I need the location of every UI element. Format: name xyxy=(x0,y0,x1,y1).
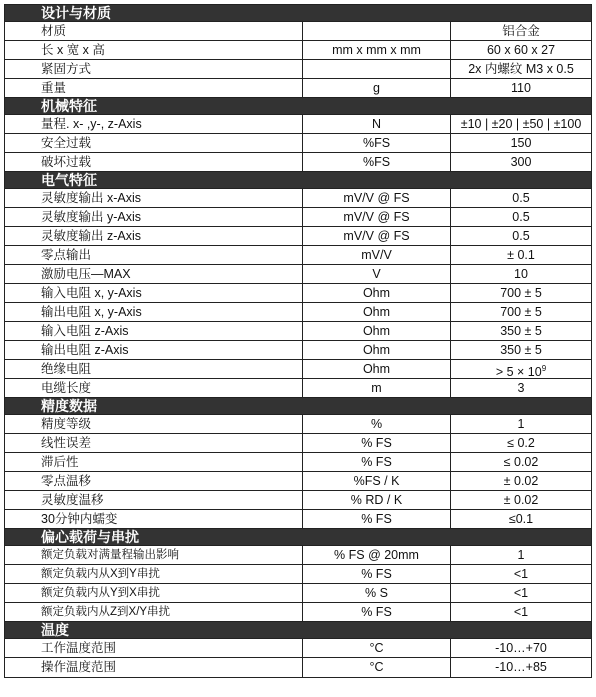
spec-unit: °C xyxy=(302,639,450,657)
spec-unit: mm x mm x mm xyxy=(302,41,450,59)
spec-unit: m xyxy=(302,379,450,397)
spec-value-text: ± 0.02 xyxy=(503,493,539,507)
spec-name: 操作温度范围 xyxy=(41,660,117,674)
spec-row xyxy=(5,360,591,379)
spec-row xyxy=(5,60,591,79)
spec-row xyxy=(5,79,591,98)
spec-row xyxy=(5,453,591,472)
spec-name: 额定负载内从Z到X/Y串扰 xyxy=(41,606,171,618)
spec-name: 灵敏度输出 y-Axis xyxy=(41,210,142,224)
spec-unit: %FS xyxy=(302,153,450,171)
spec-name: 额定负载对满量程输出影响 xyxy=(41,549,179,561)
spec-row xyxy=(5,189,591,208)
spec-row xyxy=(5,265,591,284)
spec-name: 灵敏度温移 xyxy=(41,493,104,507)
spec-row xyxy=(5,379,591,398)
spec-value xyxy=(450,153,591,171)
spec-row xyxy=(5,565,591,584)
spec-unit: % FS xyxy=(302,603,450,621)
spec-value-text: 0.5 xyxy=(512,210,530,224)
section-header: 温度 xyxy=(5,622,591,639)
spec-value xyxy=(450,491,591,509)
spec-name: 30分钟内蠕变 xyxy=(41,512,118,526)
spec-value xyxy=(450,584,591,602)
spec-unit xyxy=(302,22,450,40)
section-header: 电气特征 xyxy=(5,172,591,189)
spec-value xyxy=(450,303,591,321)
spec-value-text: 350 ± 5 xyxy=(500,343,542,357)
spec-name: 额定负载内从X到Y串扰 xyxy=(41,568,160,580)
spec-value-text: ±10 | ±20 | ±50 | ±100 xyxy=(460,117,582,131)
spec-value-text: 2x 内螺纹 M3 x 0.5 xyxy=(468,62,574,76)
spec-row xyxy=(5,546,591,565)
spec-value-text: 700 ± 5 xyxy=(500,305,542,319)
spec-name: 输入电阻 z-Axis xyxy=(41,324,129,338)
spec-value-text: 3 xyxy=(517,381,525,395)
spec-value xyxy=(450,565,591,583)
spec-value xyxy=(450,546,591,564)
section-header: 设计与材质 xyxy=(5,5,591,22)
spec-value-text: ≤ 0.2 xyxy=(507,436,535,450)
spec-row xyxy=(5,639,591,658)
spec-unit: % FS xyxy=(302,453,450,471)
spec-value xyxy=(450,434,591,452)
spec-value xyxy=(450,510,591,528)
spec-value xyxy=(450,60,591,78)
spec-value xyxy=(450,227,591,245)
spec-unit: mV/V @ FS xyxy=(302,227,450,245)
spec-row xyxy=(5,584,591,603)
spec-name: 绝缘电阻 xyxy=(41,362,92,376)
spec-value xyxy=(450,41,591,59)
spec-value xyxy=(450,639,591,657)
spec-value xyxy=(450,284,591,302)
spec-row xyxy=(5,603,591,622)
spec-value-text: 1 xyxy=(517,548,525,562)
spec-unit: % xyxy=(302,415,450,433)
spec-unit: mV/V xyxy=(302,246,450,264)
spec-value-text: > 5 × 10 xyxy=(495,365,542,380)
spec-row xyxy=(5,472,591,491)
spec-value xyxy=(450,322,591,340)
spec-value-text: 1 xyxy=(517,417,525,431)
spec-value-text: -10…+85 xyxy=(495,660,547,674)
spec-value xyxy=(450,472,591,490)
spec-value xyxy=(450,208,591,226)
spec-row xyxy=(5,434,591,453)
spec-row xyxy=(5,491,591,510)
spec-name: 灵敏度输出 x-Axis xyxy=(41,191,142,205)
spec-value-text: <1 xyxy=(513,586,529,600)
spec-unit: N xyxy=(302,115,450,133)
spec-row xyxy=(5,303,591,322)
spec-value-text: 0.5 xyxy=(512,229,530,243)
section-header: 机械特征 xyxy=(5,98,591,115)
spec-unit: % FS xyxy=(302,565,450,583)
spec-row xyxy=(5,41,591,60)
spec-row xyxy=(5,208,591,227)
spec-name: 零点温移 xyxy=(41,474,92,488)
spec-value xyxy=(450,415,591,433)
spec-value xyxy=(450,265,591,283)
spec-name: 灵敏度输出 z-Axis xyxy=(41,229,142,243)
spec-value-text: <1 xyxy=(513,605,529,619)
spec-name: 额定负载内从Y到X串扰 xyxy=(41,587,160,599)
spec-name: 工作温度范围 xyxy=(41,641,117,655)
spec-row xyxy=(5,153,591,172)
spec-unit: % RD / K xyxy=(302,491,450,509)
spec-unit: mV/V @ FS xyxy=(302,189,450,207)
spec-unit xyxy=(302,60,450,78)
spec-value xyxy=(450,189,591,207)
spec-unit: °C xyxy=(302,658,450,677)
spec-table xyxy=(4,4,592,678)
spec-name: 输出电阻 x, y-Axis xyxy=(41,305,142,319)
spec-unit: % FS xyxy=(302,510,450,528)
spec-value-text: 0.5 xyxy=(512,191,530,205)
spec-name: 输出电阻 z-Axis xyxy=(41,343,129,357)
spec-name: 零点输出 xyxy=(41,248,92,262)
spec-value xyxy=(450,603,591,621)
spec-value-text: 60 x 60 x 27 xyxy=(486,43,556,57)
spec-value-text: ± 0.02 xyxy=(503,474,539,488)
spec-unit: Ohm xyxy=(302,303,450,321)
spec-value-text: ± 0.1 xyxy=(507,248,535,262)
spec-name: 长 x 宽 x 高 xyxy=(41,43,105,57)
spec-name: 安全过载 xyxy=(41,136,92,150)
spec-value-text: ≤0.1 xyxy=(508,512,534,526)
spec-row xyxy=(5,415,591,434)
spec-row xyxy=(5,22,591,41)
spec-unit: Ohm xyxy=(302,322,450,340)
spec-row xyxy=(5,658,591,677)
spec-name: 激励电压—MAX xyxy=(41,267,131,281)
spec-unit: Ohm xyxy=(302,284,450,302)
section-header: 精度数据 xyxy=(5,398,591,415)
spec-unit: % FS @ 20mm xyxy=(302,546,450,564)
spec-row xyxy=(5,341,591,360)
spec-value-text: -10…+70 xyxy=(495,641,547,655)
spec-unit: %FS / K xyxy=(302,472,450,490)
spec-value xyxy=(450,379,591,397)
spec-value-text: 铝合金 xyxy=(502,24,540,38)
spec-row xyxy=(5,322,591,341)
spec-unit: Ohm xyxy=(302,341,450,359)
spec-unit: V xyxy=(302,265,450,283)
spec-value-text: 300 xyxy=(510,155,532,169)
spec-value xyxy=(450,453,591,471)
spec-name: 材质 xyxy=(41,24,67,38)
spec-name: 线性误差 xyxy=(41,436,92,450)
spec-name: 紧固方式 xyxy=(41,62,92,76)
spec-unit: %FS xyxy=(302,134,450,152)
spec-value xyxy=(450,341,591,359)
spec-unit: g xyxy=(302,79,450,97)
spec-value-text: 150 xyxy=(510,136,532,150)
spec-value-text: ≤ 0.02 xyxy=(503,455,539,469)
spec-name: 精度等级 xyxy=(41,417,92,431)
spec-value-exponent: 9 xyxy=(541,364,547,373)
spec-unit: Ohm xyxy=(302,360,450,378)
spec-value xyxy=(450,115,591,133)
spec-name: 量程. x- ,y-, z-Axis xyxy=(41,117,142,131)
section-header: 偏心载荷与串扰 xyxy=(5,529,591,546)
spec-unit: % FS xyxy=(302,434,450,452)
spec-value-text: 700 ± 5 xyxy=(500,286,542,300)
spec-row xyxy=(5,134,591,153)
spec-name: 输入电阻 x, y-Axis xyxy=(41,286,142,300)
spec-value xyxy=(450,134,591,152)
spec-name: 破坏过载 xyxy=(41,155,92,169)
spec-row xyxy=(5,115,591,134)
spec-row xyxy=(5,510,591,529)
spec-unit: mV/V @ FS xyxy=(302,208,450,226)
spec-row xyxy=(5,246,591,265)
spec-value xyxy=(450,246,591,264)
spec-name: 滞后性 xyxy=(41,455,79,469)
spec-name: 重量 xyxy=(41,81,67,95)
spec-name: 电缆长度 xyxy=(41,381,92,395)
spec-unit: % S xyxy=(302,584,450,602)
spec-value xyxy=(450,22,591,40)
spec-row xyxy=(5,284,591,303)
spec-row xyxy=(5,227,591,246)
spec-value-text: <1 xyxy=(513,567,529,581)
spec-value xyxy=(450,360,591,378)
spec-value xyxy=(450,658,591,677)
spec-value xyxy=(450,79,591,97)
spec-value-text: 10 xyxy=(514,267,528,281)
spec-value-text: 350 ± 5 xyxy=(500,324,542,338)
spec-value-text: 110 xyxy=(511,81,531,95)
